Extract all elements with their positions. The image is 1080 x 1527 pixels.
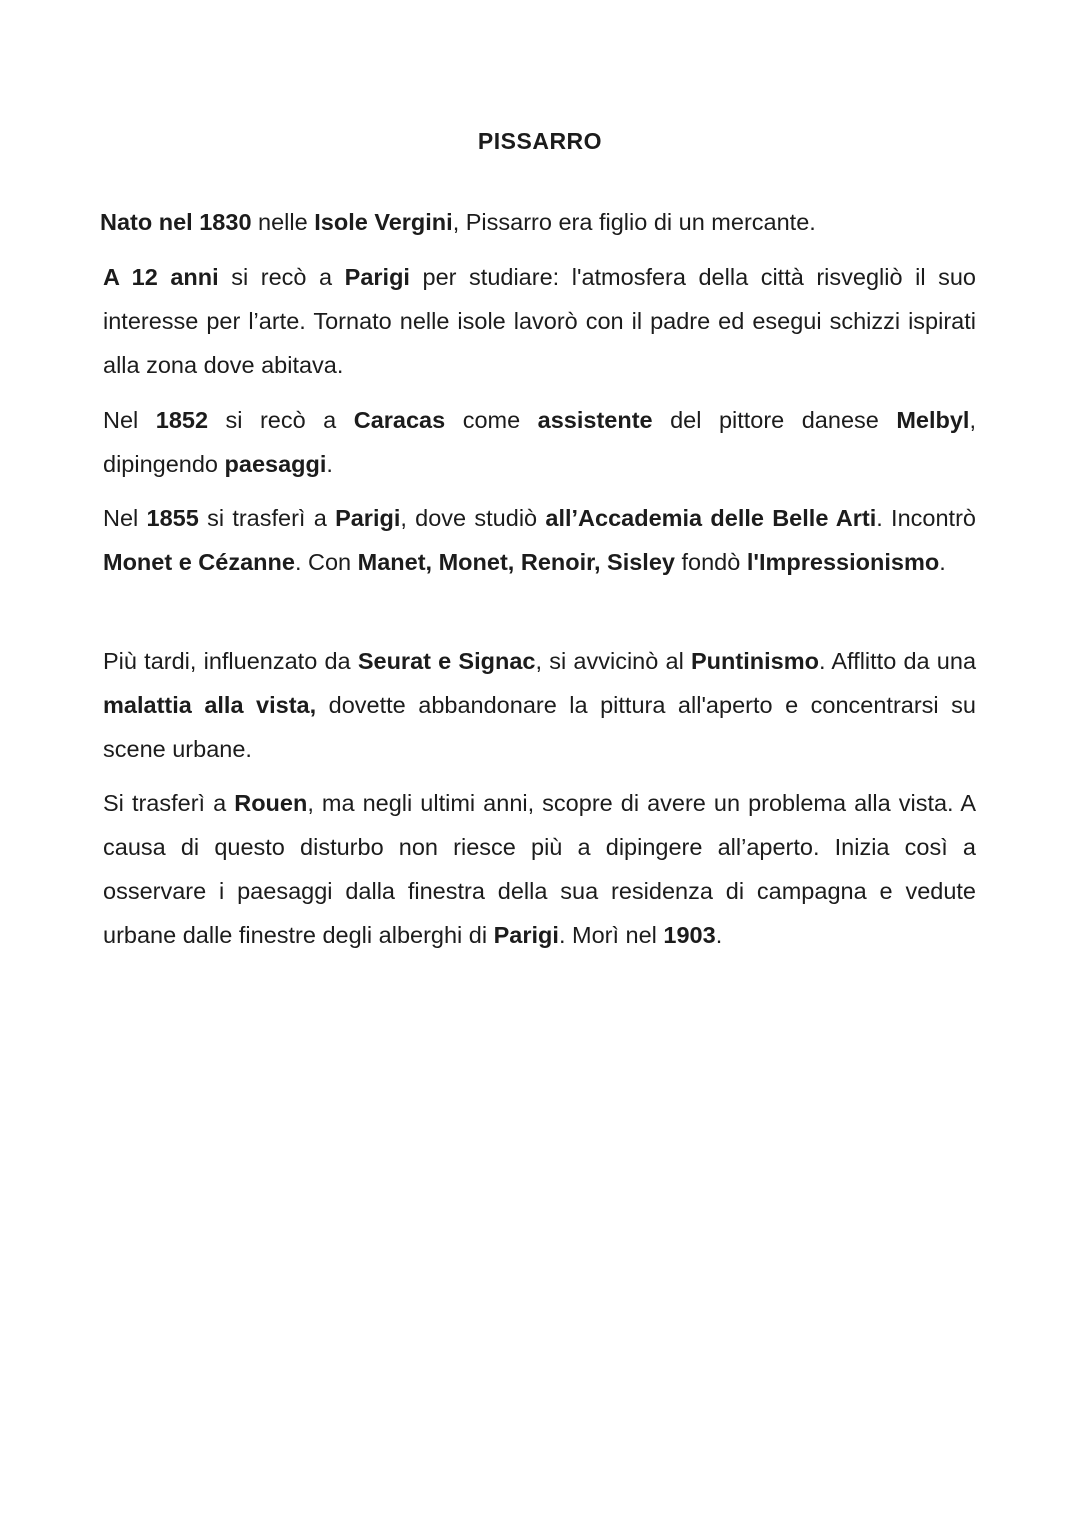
paragraph-birth	[100, 200, 973, 244]
text-run: . Incontrò	[876, 505, 976, 531]
text-run: Più tardi, influenzato da	[103, 648, 358, 674]
text-run: dovette abbandonare la pittura all'aperto e concentrarsi su scene urbane.	[103, 692, 976, 762]
bold-text-run: l'Impressionismo	[746, 549, 940, 575]
text-run: , dipingendo	[103, 407, 976, 477]
text-run: nelle	[251, 209, 315, 235]
bold-text-run: Isole Vergini	[314, 209, 453, 235]
text-run: Nel	[103, 407, 156, 433]
paragraph-paris-studies	[103, 255, 976, 387]
text-run: per studiare: l'atmosfera della città risvegliò il suo interesse per l’arte. Tornato nelle isole lavorò con il padre ed esegui schizzi ispirati alla zona dove abitava.	[103, 264, 976, 378]
text-run: .	[326, 451, 333, 477]
text-run: , Pissarro era figlio di un mercante.	[452, 209, 816, 235]
bold-text-run: Monet e Cézanne	[103, 549, 295, 575]
bold-text-run: Manet, Monet, Renoir, Sisley	[357, 549, 675, 575]
text-run: Si trasferì a	[103, 790, 235, 816]
text-run: si recò a	[218, 264, 345, 290]
bold-text-run: assistente	[537, 407, 653, 433]
text-run: . Con	[294, 549, 358, 575]
text-run: , dove studiò	[400, 505, 546, 531]
bold-text-run: Parigi	[493, 922, 559, 948]
text-run: Nel	[103, 505, 147, 531]
bold-text-run: 1855	[146, 505, 199, 531]
text-run: .	[939, 549, 946, 575]
bold-text-run: Puntinismo	[691, 648, 819, 674]
bold-text-run: Melbyl	[896, 407, 970, 433]
bold-text-run: 1903	[663, 922, 716, 948]
text-run: . Morì nel	[558, 922, 664, 948]
text-run: come	[445, 407, 538, 433]
text-run: si trasferì a	[198, 505, 336, 531]
text-run: si recò a	[208, 407, 354, 433]
text-run: , ma negli ultimi anni, scopre di avere un problema alla vista. A causa di questo disturbo non riesce più a dipingere all’aperto. Inizia così a osservare i paesaggi dalla finestra della sua residenza di campagna e vedute urbane dalle finestre degli alberghi di	[103, 790, 977, 948]
bold-text-run: Caracas	[353, 407, 446, 433]
text-run: fondò	[674, 549, 747, 575]
bold-text-run: malattia alla vista,	[103, 692, 317, 718]
text-run: .	[715, 922, 723, 948]
paragraph-impressionism	[103, 496, 976, 584]
text-run: del pittore danese	[652, 407, 897, 433]
bold-text-run: Parigi	[335, 505, 401, 531]
text-run: . Afflitto da una	[818, 648, 977, 674]
bold-text-run: Rouen	[234, 790, 308, 816]
bold-text-run: 1852	[155, 407, 209, 433]
paragraph-final-years	[103, 781, 976, 957]
paragraph-caracas	[103, 398, 976, 486]
page-title: PISSARRO	[477, 128, 603, 154]
bold-text-run: A 12 anni	[103, 264, 219, 290]
bold-text-run: Seurat e Signac	[357, 648, 536, 674]
bold-text-run: Nato nel 1830	[100, 209, 252, 235]
text-run: , si avvicinò al	[535, 648, 691, 674]
bold-text-run: Parigi	[344, 264, 410, 290]
paragraph-pointillism	[103, 639, 976, 771]
bold-text-run: paesaggi	[224, 451, 327, 477]
bold-text-run: all’Accademia delle Belle Arti	[545, 505, 877, 531]
